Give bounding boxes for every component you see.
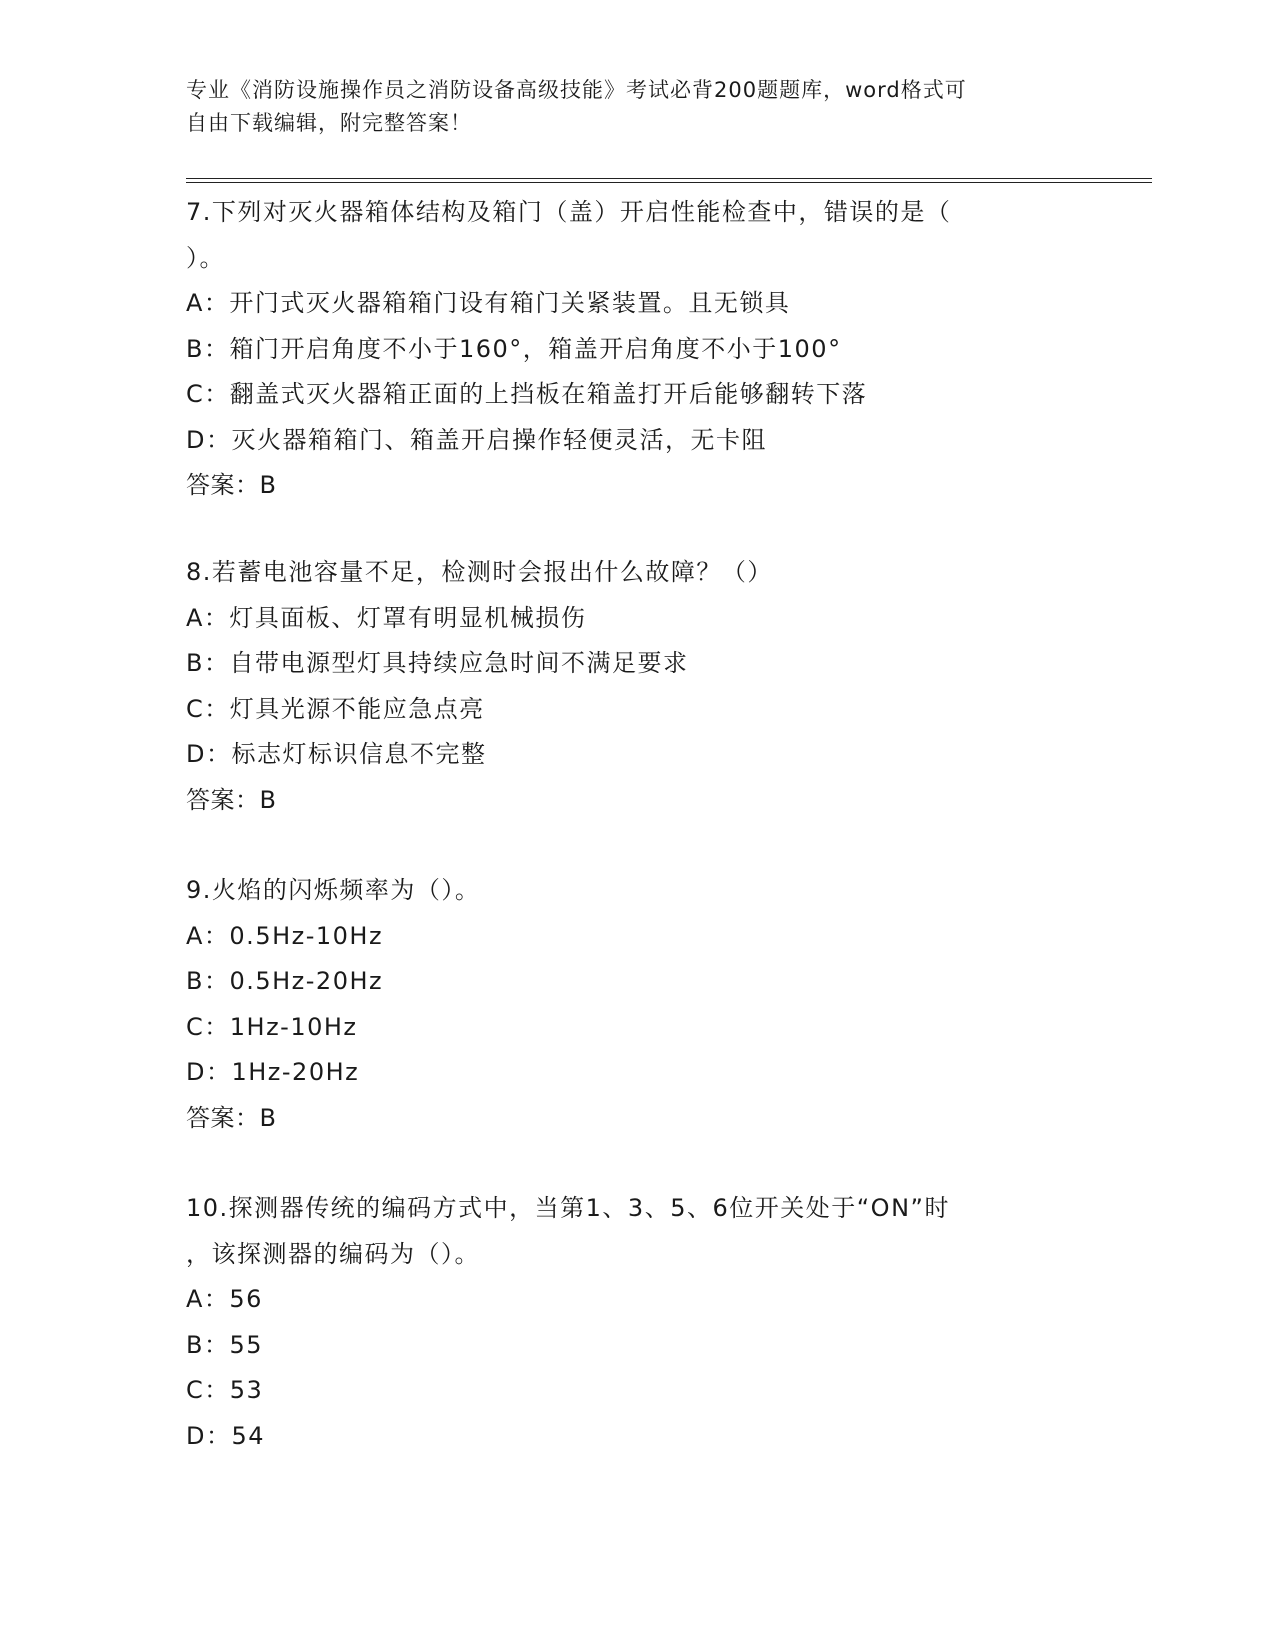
option-d: D：54: [186, 1421, 266, 1450]
question-stem-line: ，该探测器的编码为（）。: [186, 1239, 480, 1268]
option-d: D：灭火器箱箱门、箱盖开启操作轻便灵活，无卡阻: [186, 425, 767, 454]
question-7: [186, 190, 1086, 509]
question-stem-line: 8.若蓄电池容量不足，检测时会报出什么故障？（）: [186, 558, 773, 586]
option-a: A：56: [186, 1285, 263, 1313]
question-stem-line: 7.下列对灭火器箱体结构及箱门（盖）开启性能检查中，错误的是（: [186, 198, 952, 226]
header-line-2: 自由下载编辑，附完整答案！: [186, 111, 472, 135]
option-c: C：1Hz-10Hz: [186, 1012, 358, 1041]
option-a: A：开门式灭火器箱箱门设有箱门关紧装置。且无锁具: [186, 289, 791, 317]
document-header: [186, 74, 1086, 140]
answer: 答案：B: [186, 471, 277, 499]
question-9: [186, 868, 1086, 1141]
option-b: B：箱门开启角度不小于160°，箱盖开启角度不小于100°: [186, 334, 842, 363]
header-divider-top: [186, 178, 1152, 179]
question-stem-line: ）。: [186, 243, 225, 272]
option-b: B：自带电源型灯具持续应急时间不满足要求: [186, 649, 689, 677]
answer: 答案：B: [186, 1103, 277, 1132]
option-a: A：灯具面板、灯罩有明显机械损伤: [186, 603, 587, 632]
question-stem-line: 10.探测器传统的编码方式中，当第1、3、5、6位开关处于“ON”时: [186, 1194, 950, 1222]
answer: 答案：B: [186, 785, 277, 814]
option-b: B：0.5Hz-20Hz: [186, 967, 384, 995]
option-b: B：55: [186, 1330, 264, 1359]
option-d: D：1Hz-20Hz: [186, 1058, 360, 1086]
option-a: A：0.5Hz-10Hz: [186, 921, 384, 950]
option-c: C：灯具光源不能应急点亮: [186, 694, 485, 723]
header-line-1: 专业《消防设施操作员之消防设备高级技能》考试必背200题题库，word格式可: [186, 78, 967, 102]
question-stem-line: 9.火焰的闪烁频率为（）。: [186, 876, 481, 904]
question-10: [186, 1186, 1086, 1459]
option-c: C：53: [186, 1376, 264, 1404]
option-d: D：标志灯标识信息不完整: [186, 740, 487, 768]
option-c: C：翻盖式灭火器箱正面的上挡板在箱盖打开后能够翻转下落: [186, 380, 868, 408]
question-8: [186, 550, 1086, 823]
header-divider-bottom: [186, 182, 1152, 183]
